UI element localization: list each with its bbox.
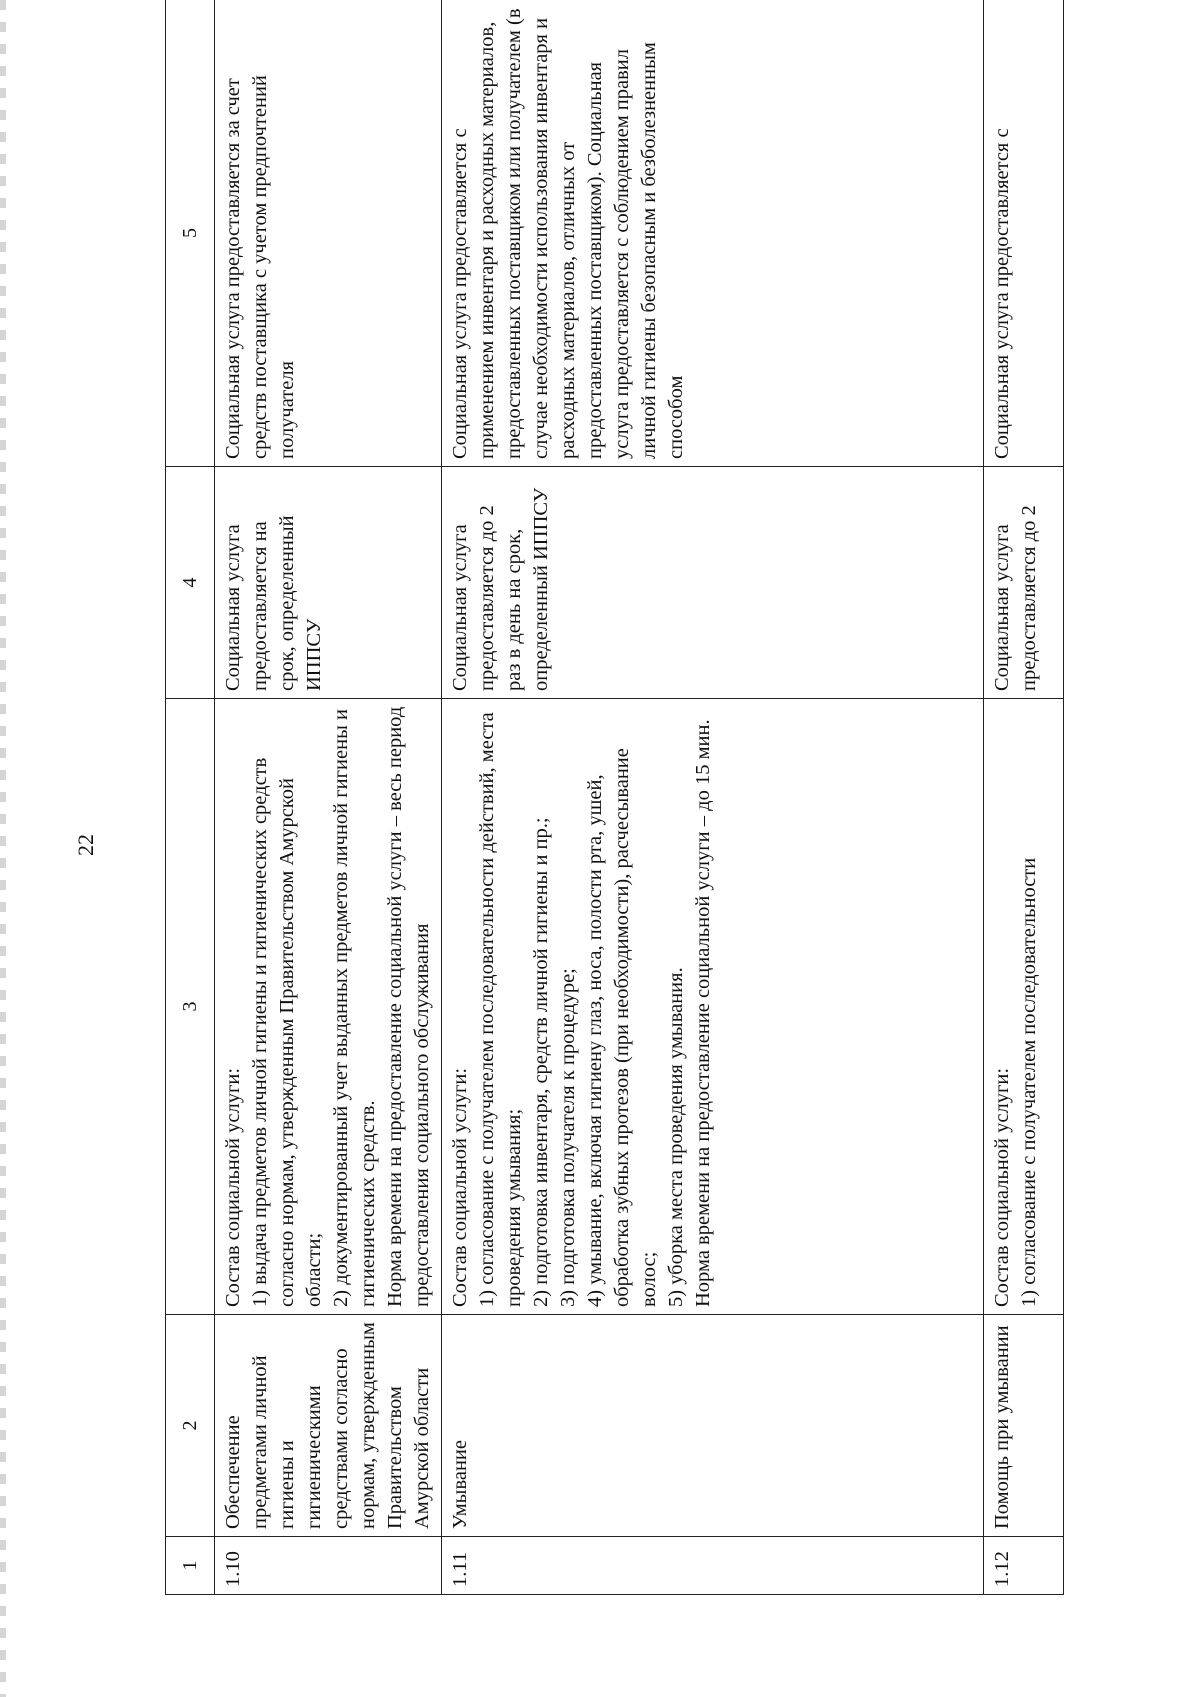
service-term: Социальная услуга предоставляется на срок, определенный ИППСУ [215,467,442,699]
content-line: 1) согласование с получателем последовательности действий, места проведения умывания; [476,712,525,1307]
service-term: Социальная услуга предоставляется до 2 [984,467,1064,699]
table-row [442,0,984,1595]
table-row [984,0,1064,1595]
service-content [215,699,442,1315]
scan-edge-artifact [0,0,6,1697]
content-line: 2) документированный учет выданных предметов личной гигиены и гигиенических средств. [330,709,379,1307]
service-name: Обеспечение предметами личной гигиены и гигиеническими средствами согласно нормам, утвержденным Правительством Амурской области [215,1315,442,1537]
service-conditions: Социальная услуга предоставляется за счет средств поставщика с учетом предпочтений получателя [215,0,442,467]
content-line: Состав социальной услуги: [222,1067,244,1307]
row-number: 1.11 [442,1537,984,1595]
service-term: Социальная услуга предоставляется до 2 раз в день на срок, определенный ИППСУ [442,467,984,699]
content-line: 1) согласование с получателем последовательности [1018,857,1040,1307]
content-line: 2) подготовка инвентаря, средств личной гигиены и пр.; [530,817,552,1307]
content-line: Состав социальной услуги: [449,1067,471,1307]
row-number: 1.12 [984,1537,1064,1595]
service-conditions: Социальная услуга предоставляется с применением инвентаря и расходных материалов, предоставленных поставщиком или получателем (в случае необходимости использования инвентаря и расходных материалов, отличных от предоставленных поставщиком). Социальная услуга предоставляется с соблюдением правил личной гигиены безопасным и безболезненным способом [442,0,984,467]
service-content [984,699,1064,1315]
table-header-row [166,0,215,1595]
content-line: Состав социальной услуги: [991,1067,1013,1307]
header-col-4: 4 [166,467,215,699]
content-line: Норма времени на предоставление социальной услуги – весь период предоставления социального обслуживания [384,706,433,1307]
service-name: Помощь при умывании [984,1315,1064,1537]
header-col-3: 3 [166,699,215,1315]
row-number: 1.10 [215,1537,442,1595]
service-content [442,699,984,1315]
page-number: 22 [73,834,98,856]
header-col-2: 2 [166,1315,215,1537]
service-conditions: Социальная услуга предоставляется с [984,0,1064,467]
content-line: 4) умывание, включая гигиену глаз, носа, полости рта, ушей, обработка зубных протезов (при необходимости), расчесывание волос; [584,748,660,1307]
table-row [215,0,442,1595]
header-col-5: 5 [166,0,215,467]
content-line: 3) подготовка получателя к процедуре; [557,968,579,1307]
content-line: 1) выдача предметов личной гигиены и гигиенических средств согласно нормам, утвержденным Правительством Амурской области; [249,757,325,1307]
services-table [165,0,1064,1595]
content-line: 5) уборка места проведения умывания. [665,967,687,1307]
service-name: Умывание [442,1315,984,1537]
rotated-table-sheet [165,0,1130,1595]
header-col-1: 1 [166,1537,215,1595]
content-line: Норма времени на предоставление социальной услуги – до 15 мин. [692,719,714,1307]
